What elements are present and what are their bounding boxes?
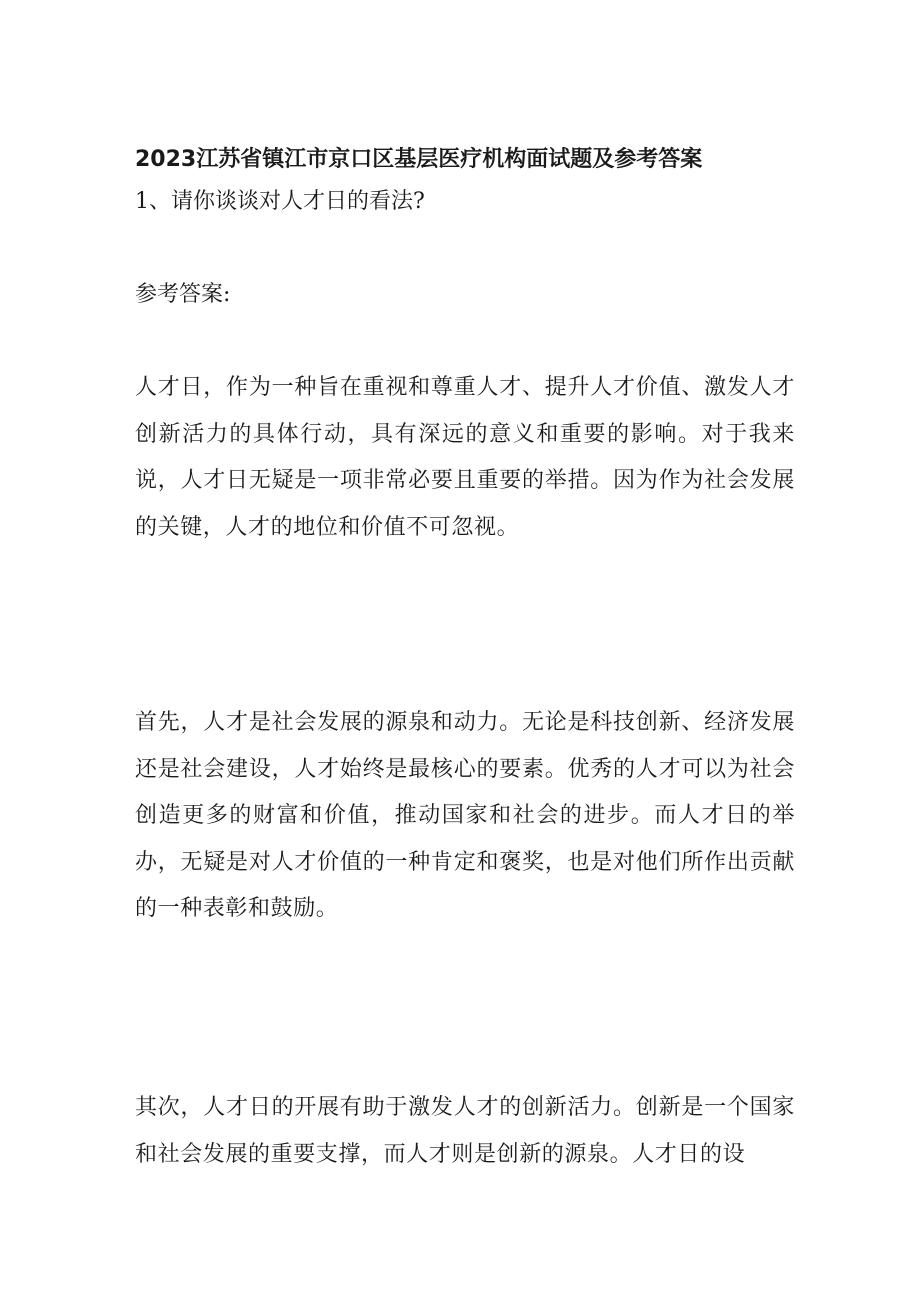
answer-paragraph-3: 其次，人才日的开展有助于激发人才的创新活力。创新是一个国家和社会发展的重要支撑，而人才则是创新的源泉。人才日的设 <box>135 1095 795 1167</box>
answer-label: 参考答案: <box>135 282 231 307</box>
question-heading: 1、请你谈谈对人才日的看法? <box>135 189 425 214</box>
answer-paragraph-1: 人才日，作为一种旨在重视和尊重人才、提升人才价值、激发人才创新活力的具体行动，具有深远的意义和重要的影响。对于我来说，人才日无疑是一项非常必要且重要的举措。因为作为社会发展的关键，人才的地位和价值不可忽视。 <box>135 375 795 540</box>
document-title: 2023江苏省镇江市京口区基层医疗机构面试题及参考答案 <box>135 147 703 172</box>
answer-paragraph-2: 首先，人才是社会发展的源泉和动力。无论是科技创新、经济发展还是社会建设，人才始终是最核心的要素。优秀的人才可以为社会创造更多的财富和价值，推动国家和社会的进步。而人才日的举办，无疑是对人才价值的一种肯定和褒奖，也是对他们所作出贡献的一种表彰和鼓励。 <box>135 710 795 921</box>
